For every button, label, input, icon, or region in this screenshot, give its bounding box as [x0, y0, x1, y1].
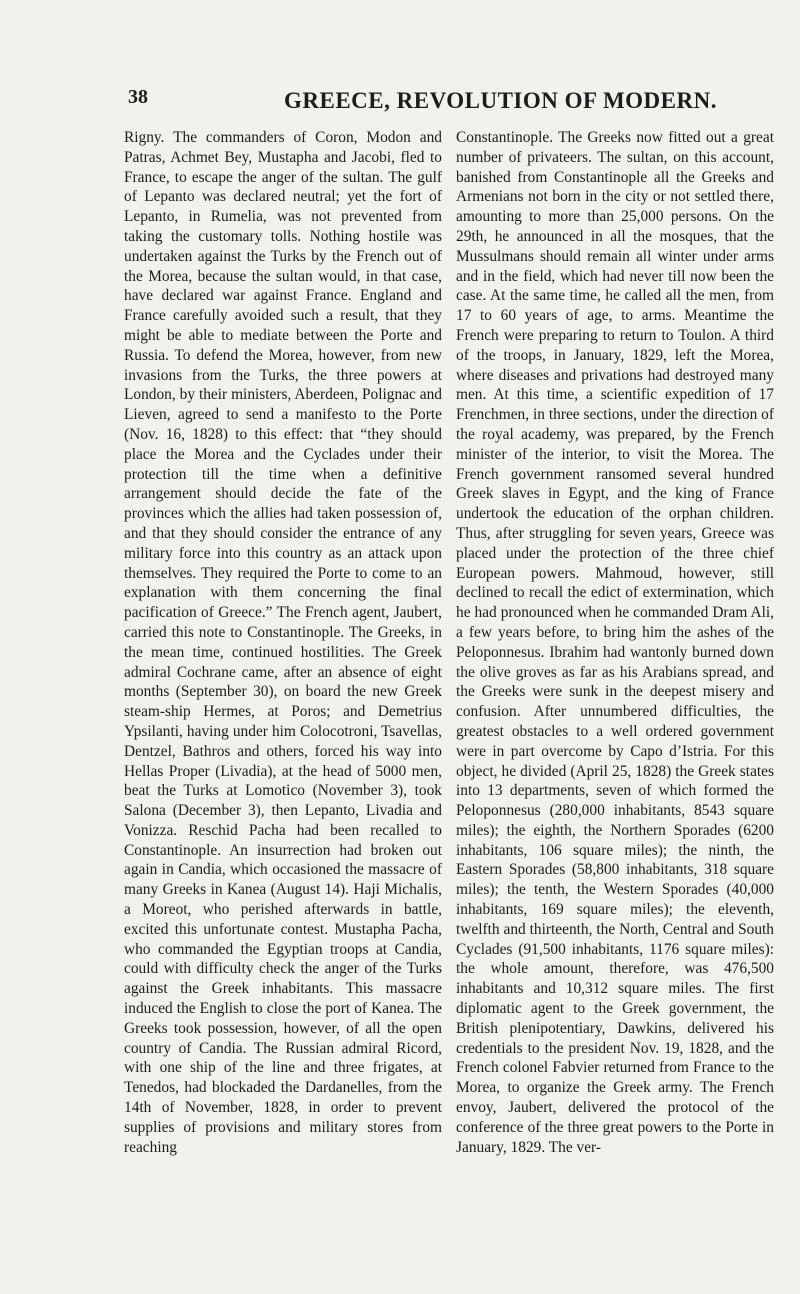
- right-column-text: Constantinople. The Greeks now fitted out a great number of privateers. The sultan, on this account, banished from Constantinople all the Greeks and Armenians not born in the city or not settled there, amounting to more than 25,000 persons. On the 29th, he announced in all the mosques, that the Mussulmans should remain all winter under arms and in the field, which had never till now been the case. At the same time, he called all the men, from 17 to 60 years of age, to arms. Meantime the French were preparing to return to Toulon. A third of the troops, in January, 1829, left the Morea, where diseases and privations had destroyed many men. At this time, a scientific expedition of 17 Frenchmen, in three sections, under the direction of the royal academy, was prepared, by the French minister of the interior, to visit the Morea. The French government ransomed several hundred Greek slaves in Egypt, and the king of France undertook the education of the orphan children. Thus, after struggling for seven years, Greece was placed under the protection of the three chief European powers. Mahmoud, however, still declined to recall the edict of extermination, which he had pronounced when he commanded Dram Ali, a few years before, to bring him the ashes of the Peloponnesus. Ibrahim had wantonly burned down the olive groves as far as his Arabians spread, and the Greeks were sunk in the deepest misery and confusion. After unnumbered difficulties, the greatest obstacles to a well ordered government were in part overcome by Capo d’Istria. For this object, he divided (April 25, 1828) the Greek states into 13 departments, seven of which formed the Peloponnesus (280,000 inhabitants, 8543 square miles); the eighth, the Northern Sporades (6200 inhabitants, 106 square miles); the ninth, the Eastern Sporades (58,800 inhabitants, 318 square miles); the tenth, the Western Sporades (40,000 inhabitants, 169 square miles); the eleventh, twelfth and thirteenth, the North, Central and South Cyclades (91,500 inhabitants, 1176 square miles): the whole amount, therefore, was 476,500 inhabitants and 10,312 square miles. The first diplomatic agent to the Greek government, the British plenipotentiary, Dawkins, delivered his credentials to the president Nov. 19, 1828, and the French colonel Fabvier returned from France to the Morea, to organize the Greek army. The French envoy, Jaubert, delivered the protocol of the conference of the three great powers to the Porte in January, 1829. The ver-: [456, 129, 774, 1156]
- running-title: GREECE, REVOLUTION OF MODERN.: [284, 88, 717, 113]
- page-number: 38: [128, 86, 148, 108]
- right-column: [456, 128, 774, 1157]
- left-column-text: Rigny. The commanders of Coron, Modon and Patras, Achmet Bey, Mustapha and Jacobi, fled to France, to escape the anger of the sultan. The gulf of Lepanto was declared neutral; yet the fort of Lepanto, in Rumelia, was not prevented from taking the customary tolls. Nothing hostile was undertaken against the Turks by the French out of the Morea, because the sultan would, in that case, have declared war against France. England and France carefully avoided such a result, that they might be able to mediate between the Porte and Russia. To defend the Morea, however, from new invasions from the Turks, the three powers at London, by their ministers, Aberdeen, Polignac and Lieven, agreed to send a manifesto to the Porte (Nov. 16, 1828) to this effect: that “they should place the Morea and the Cyclades under their protection till the time when a definitive arrangement should decide the fate of the provinces which the allies had taken possession of, and that they should consider the entrance of any military force into this country as an attack upon themselves. They required the Porte to come to an explanation with them concerning the final pacification of Greece.” The French agent, Jaubert, carried this note to Constantinople. The Greeks, in the mean time, continued hostilities. The Greek admiral Cochrane came, after an absence of eight months (September 30), on board the new Greek steam-ship Hermes, at Poros; and Demetrius Ypsilanti, having under him Colocotroni, Tsavellas, Dentzel, Bathros and others, forced his way into Hellas Proper (Livadia), at the head of 5000 men, beat the Turks at Lomotico (November 3), took Salona (December 3), then Lepanto, Livadia and Vonizza. Reschid Pacha had been recalled to Constantinople. An insurrection had broken out again in Candia, which occasioned the massacre of many Greeks in Kanea (August 14). Haji Michalis, a Moreot, who perished afterwards in battle, excited this unfortunate contest. Mustapha Pacha, who commanded the Egyptian troops at Candia, could with difficulty check the anger of the Turks against the Greek inhabitants. This massacre induced the English to close the port of Kanea. The Greeks took possession, however, of all the open country of Candia. The Russian admiral Ricord, with one ship of the line and three frigates, at Tenedos, had blockaded the Dardanelles, from the 14th of November, 1828, in order to prevent supplies of provisions and military stores from reaching: [124, 129, 442, 1156]
- left-column: [124, 128, 442, 1157]
